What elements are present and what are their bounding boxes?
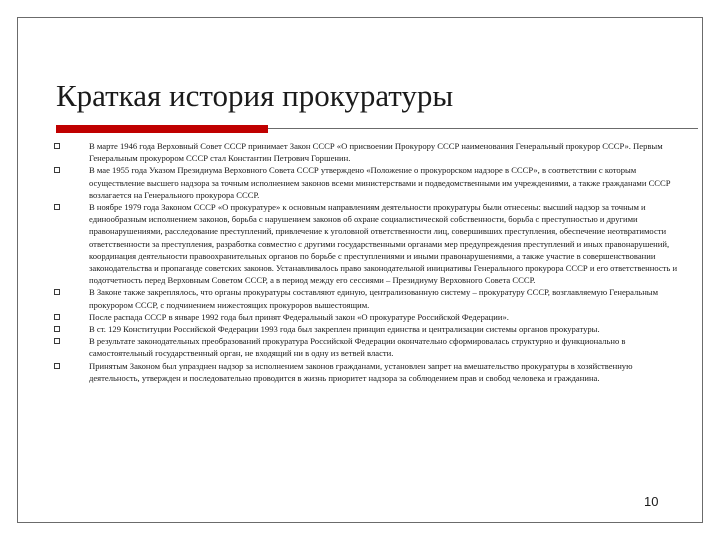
title-accent-bar bbox=[56, 125, 268, 133]
square-bullet-icon bbox=[54, 204, 60, 210]
square-bullet-icon bbox=[54, 143, 60, 149]
bullet-item bbox=[54, 360, 679, 384]
bullet-text: Принятым Законом был упразднен надзор за исполнением законов гражданами, установлен запрет на вмешательство прокуратуры в хозяйственную деятельность, утвержден и последовательно проводится в жизнь приоритет надзора за соблюдением прав и свобод человека и гражданина. bbox=[89, 360, 633, 383]
slide-title: Краткая история прокуратуры bbox=[56, 78, 454, 113]
bullet-item bbox=[54, 164, 679, 201]
page-number: 10 bbox=[644, 494, 659, 509]
bullet-list bbox=[54, 140, 679, 384]
bullet-text: В мае 1955 года Указом Президиума Верховного Совета СССР утверждено «Положение о прокурорском надзоре в СССР», в соответствии с которым осуществление высшего надзора за точным исполнением законов всеми министерствами и подведомственными им учреждениями, а также гражданами СССР возлагается на Генерального прокурора СССР. bbox=[89, 165, 671, 200]
bullet-text: В Законе также закреплялось, что органы прокуратуры составляют единую, централизованную систему – прокуратуру СССР, возглавляемую Генеральным прокурором СССР, с подчинением нижестоящих прокуроров вышестоящим. bbox=[89, 287, 659, 310]
bullet-item bbox=[54, 323, 679, 335]
square-bullet-icon bbox=[54, 363, 60, 369]
square-bullet-icon bbox=[54, 338, 60, 344]
bullet-item bbox=[54, 201, 679, 286]
bullet-item bbox=[54, 311, 679, 323]
bullet-item bbox=[54, 140, 679, 164]
bullet-text: После распада СССР в январе 1992 года был принят Федеральный закон «О прокуратуре Российской Федерации». bbox=[89, 311, 509, 322]
square-bullet-icon bbox=[54, 314, 60, 320]
title-underline bbox=[268, 128, 698, 129]
bullet-text: В марте 1946 года Верховный Совет СССР принимает Закон СССР «О присвоении Прокурору СССР наименования Генеральный прокурор СССР». Первым Генеральным прокурором СССР стал Константин Петрович Горшенин. bbox=[89, 141, 663, 164]
bullet-item bbox=[54, 286, 679, 310]
bullet-text: В результате законодательных преобразований прокуратура Российской Федерации окончательно сформировалась структурно и функционально в самостоятельный государственный орган, не входящий ни в одну из ветвей власти. bbox=[89, 336, 626, 359]
square-bullet-icon bbox=[54, 167, 60, 173]
bullet-text: В ст. 129 Конституции Российской Федерации 1993 года был закреплен принцип единства и централизации системы органов прокуратуры. bbox=[89, 324, 600, 335]
square-bullet-icon bbox=[54, 326, 60, 332]
bullet-item bbox=[54, 335, 679, 359]
square-bullet-icon bbox=[54, 289, 60, 295]
bullet-text: В ноябре 1979 года Законом СССР «О прокуратуре» к основным направлениям деятельности прокуратуры были отнесены: высший надзор за точным и единообразным исполнением законов, борьба с нарушением законов об охране социалистической собственности, борьба с преступностью и другими правонарушениями, расследование преступлений, привлечение к уголовной ответственности лиц, совершивших преступления, обеспечение неотвратимости ответственности за преступления, разработка совместно с другими государственными органами мер предупреждения преступлений и иных правонарушений, координация деятельности правоохранительных органов по борьбе с преступлениями и иными правонарушениями, а также участие в совершенствовании законодательства и пропаганде советских законов. Устанавливалось право законодательной инициативы Генерального прокурора СССР и его ответственность и подотчетность перед Верховным Советом СССР, а в период между его сессиями – Президиуму Верховного Совета СССР. bbox=[89, 202, 678, 286]
